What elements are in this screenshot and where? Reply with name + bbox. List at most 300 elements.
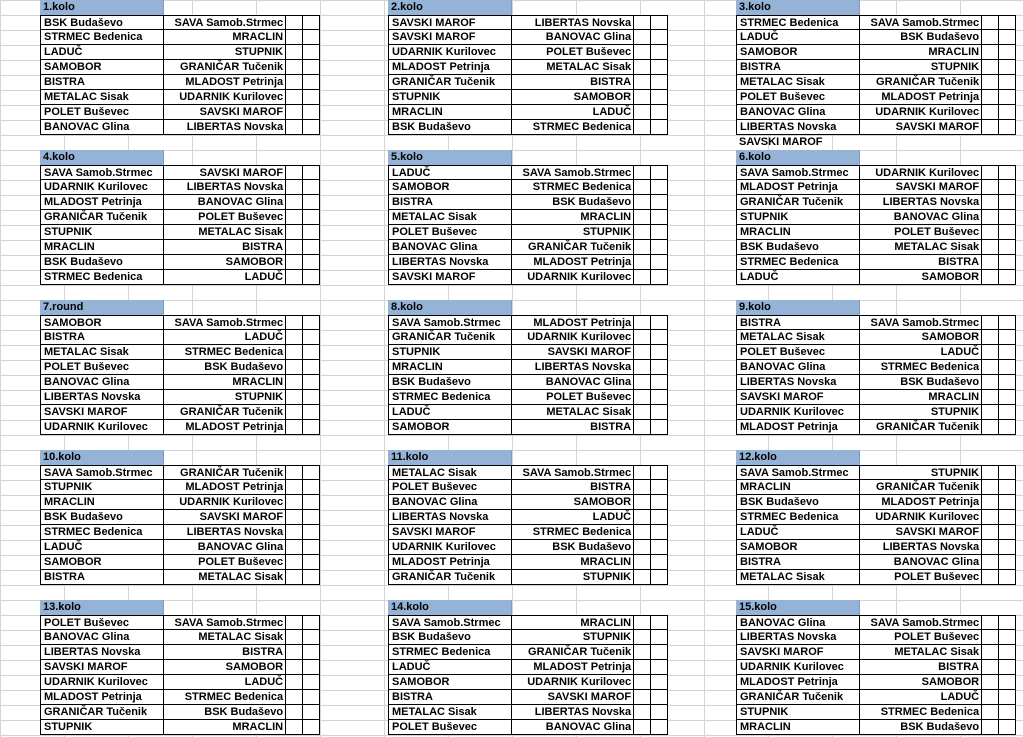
away-team-cell[interactable]: SAMOBOR bbox=[164, 255, 287, 270]
away-team-cell[interactable]: STUPNIK bbox=[512, 630, 635, 645]
away-team-cell[interactable]: MRACLIN bbox=[860, 390, 983, 405]
away-score-cell[interactable] bbox=[303, 90, 320, 105]
home-score-cell[interactable] bbox=[982, 570, 999, 585]
away-team-cell[interactable]: BANOVAC Glina bbox=[512, 720, 635, 735]
away-score-cell[interactable] bbox=[303, 120, 320, 135]
header-spacer[interactable] bbox=[512, 450, 635, 465]
home-score-cell[interactable] bbox=[982, 165, 999, 180]
away-team-cell[interactable]: BISTRA bbox=[860, 660, 983, 675]
home-team-cell[interactable]: BANOVAC Glina bbox=[388, 240, 512, 255]
away-team-cell[interactable]: GRANIČAR Tučenik bbox=[164, 60, 287, 75]
away-score-cell[interactable] bbox=[651, 630, 668, 645]
away-score-cell[interactable] bbox=[651, 465, 668, 480]
home-score-cell[interactable] bbox=[982, 465, 999, 480]
away-score-cell[interactable] bbox=[651, 45, 668, 60]
home-team-cell[interactable]: LADUČ bbox=[40, 45, 164, 60]
home-team-cell[interactable]: MRACLIN bbox=[40, 240, 164, 255]
away-score-cell[interactable] bbox=[651, 120, 668, 135]
round-title[interactable]: 1.kolo bbox=[40, 0, 164, 15]
home-score-cell[interactable] bbox=[634, 510, 651, 525]
away-score-cell[interactable] bbox=[999, 30, 1016, 45]
home-score-cell[interactable] bbox=[634, 630, 651, 645]
home-team-cell[interactable]: STUPNIK bbox=[388, 345, 512, 360]
home-score-cell[interactable] bbox=[634, 15, 651, 30]
away-team-cell[interactable]: BISTRA bbox=[512, 75, 635, 90]
away-team-cell[interactable]: SAVSKI MAROF bbox=[860, 180, 983, 195]
home-score-cell[interactable] bbox=[634, 525, 651, 540]
away-score-cell[interactable] bbox=[999, 495, 1016, 510]
home-score-cell[interactable] bbox=[286, 630, 303, 645]
away-team-cell[interactable]: GRANIČAR Tučenik bbox=[164, 405, 287, 420]
away-score-cell[interactable] bbox=[999, 240, 1016, 255]
home-team-cell[interactable]: POLET Buševec bbox=[40, 105, 164, 120]
home-team-cell[interactable]: MLADOST Petrinja bbox=[388, 555, 512, 570]
away-score-cell[interactable] bbox=[303, 660, 320, 675]
header-spacer[interactable] bbox=[512, 600, 635, 615]
home-team-cell[interactable]: LADUČ bbox=[388, 660, 512, 675]
away-score-cell[interactable] bbox=[651, 405, 668, 420]
home-score-cell[interactable] bbox=[982, 225, 999, 240]
home-score-cell[interactable] bbox=[982, 30, 999, 45]
away-score-cell[interactable] bbox=[999, 120, 1016, 135]
away-team-cell[interactable]: LADUČ bbox=[164, 270, 287, 285]
round-title[interactable]: 10.kolo bbox=[40, 450, 164, 465]
home-score-cell[interactable] bbox=[286, 120, 303, 135]
away-team-cell[interactable]: METALAC Sisak bbox=[860, 645, 983, 660]
home-score-cell[interactable] bbox=[286, 615, 303, 630]
home-score-cell[interactable] bbox=[982, 690, 999, 705]
away-team-cell[interactable]: SAMOBOR bbox=[860, 675, 983, 690]
away-score-cell[interactable] bbox=[999, 420, 1016, 435]
away-score-cell[interactable] bbox=[651, 60, 668, 75]
home-score-cell[interactable] bbox=[634, 555, 651, 570]
away-score-cell[interactable] bbox=[651, 495, 668, 510]
home-score-cell[interactable] bbox=[634, 660, 651, 675]
away-team-cell[interactable]: STRMEC Bedenica bbox=[860, 705, 983, 720]
home-score-cell[interactable] bbox=[286, 420, 303, 435]
home-score-cell[interactable] bbox=[982, 210, 999, 225]
home-score-cell[interactable] bbox=[634, 30, 651, 45]
away-team-cell[interactable]: LADUČ bbox=[512, 510, 635, 525]
home-score-cell[interactable] bbox=[286, 660, 303, 675]
away-score-cell[interactable] bbox=[999, 75, 1016, 90]
away-score-cell[interactable] bbox=[651, 360, 668, 375]
home-score-cell[interactable] bbox=[982, 120, 999, 135]
away-score-cell[interactable] bbox=[303, 690, 320, 705]
away-score-cell[interactable] bbox=[999, 720, 1016, 735]
away-team-cell[interactable]: LADUČ bbox=[512, 105, 635, 120]
away-team-cell[interactable]: STUPNIK bbox=[164, 390, 287, 405]
home-score-cell[interactable] bbox=[286, 90, 303, 105]
away-score-cell[interactable] bbox=[303, 720, 320, 735]
header-spacer[interactable] bbox=[164, 150, 287, 165]
home-team-cell[interactable]: BISTRA bbox=[40, 330, 164, 345]
away-team-cell[interactable]: METALAC Sisak bbox=[512, 60, 635, 75]
away-team-cell[interactable]: MRACLIN bbox=[164, 30, 287, 45]
home-score-cell[interactable] bbox=[286, 510, 303, 525]
home-team-cell[interactable]: METALAC Sisak bbox=[388, 210, 512, 225]
away-team-cell[interactable]: STUPNIK bbox=[164, 45, 287, 60]
home-score-cell[interactable] bbox=[634, 465, 651, 480]
home-team-cell[interactable]: BSK Budaševo bbox=[388, 630, 512, 645]
home-team-cell[interactable]: GRANIČAR Tučenik bbox=[40, 705, 164, 720]
home-score-cell[interactable] bbox=[286, 375, 303, 390]
home-team-cell[interactable]: SAVSKI MAROF bbox=[388, 270, 512, 285]
home-team-cell[interactable]: LIBERTAS Novska bbox=[736, 375, 860, 390]
away-team-cell[interactable]: BANOVAC Glina bbox=[164, 540, 287, 555]
away-team-cell[interactable]: GRANIČAR Tučenik bbox=[512, 645, 635, 660]
away-score-cell[interactable] bbox=[651, 420, 668, 435]
home-score-cell[interactable] bbox=[286, 315, 303, 330]
away-team-cell[interactable]: MRACLIN bbox=[512, 555, 635, 570]
home-team-cell[interactable]: MRACLIN bbox=[388, 360, 512, 375]
away-score-cell[interactable] bbox=[999, 15, 1016, 30]
home-score-cell[interactable] bbox=[634, 240, 651, 255]
away-team-cell[interactable]: STUPNIK bbox=[860, 60, 983, 75]
header-spacer[interactable] bbox=[512, 150, 635, 165]
away-team-cell[interactable]: POLET Buševec bbox=[164, 555, 287, 570]
home-score-cell[interactable] bbox=[286, 180, 303, 195]
away-score-cell[interactable] bbox=[303, 495, 320, 510]
home-score-cell[interactable] bbox=[286, 330, 303, 345]
away-team-cell[interactable]: SAVA Samob.Strmec bbox=[164, 15, 287, 30]
away-team-cell[interactable]: MRACLIN bbox=[512, 210, 635, 225]
home-team-cell[interactable]: UDARNIK Kurilovec bbox=[388, 540, 512, 555]
home-score-cell[interactable] bbox=[286, 165, 303, 180]
away-team-cell[interactable]: UDARNIK Kurilovec bbox=[512, 675, 635, 690]
bye-team-note[interactable]: SAVSKI MAROF bbox=[739, 136, 823, 148]
home-score-cell[interactable] bbox=[286, 225, 303, 240]
away-score-cell[interactable] bbox=[651, 165, 668, 180]
home-team-cell[interactable]: SAMOBOR bbox=[388, 420, 512, 435]
away-score-cell[interactable] bbox=[999, 330, 1016, 345]
home-score-cell[interactable] bbox=[982, 105, 999, 120]
away-score-cell[interactable] bbox=[303, 210, 320, 225]
home-score-cell[interactable] bbox=[634, 570, 651, 585]
away-score-cell[interactable] bbox=[999, 630, 1016, 645]
away-team-cell[interactable]: GRANIČAR Tučenik bbox=[164, 465, 287, 480]
home-team-cell[interactable]: POLET Buševec bbox=[388, 480, 512, 495]
away-score-cell[interactable] bbox=[999, 405, 1016, 420]
home-team-cell[interactable]: SAMOBOR bbox=[388, 675, 512, 690]
home-team-cell[interactable]: LADUČ bbox=[388, 165, 512, 180]
home-team-cell[interactable]: BANOVAC Glina bbox=[736, 360, 860, 375]
away-score-cell[interactable] bbox=[303, 630, 320, 645]
away-score-cell[interactable] bbox=[651, 270, 668, 285]
home-team-cell[interactable]: GRANIČAR Tučenik bbox=[736, 690, 860, 705]
home-score-cell[interactable] bbox=[286, 270, 303, 285]
home-score-cell[interactable] bbox=[286, 720, 303, 735]
away-team-cell[interactable]: SAVSKI MAROF bbox=[164, 510, 287, 525]
away-score-cell[interactable] bbox=[999, 90, 1016, 105]
home-team-cell[interactable]: MRACLIN bbox=[736, 480, 860, 495]
home-team-cell[interactable]: BANOVAC Glina bbox=[40, 120, 164, 135]
away-team-cell[interactable]: BISTRA bbox=[512, 420, 635, 435]
header-spacer[interactable] bbox=[860, 0, 983, 15]
home-score-cell[interactable] bbox=[982, 390, 999, 405]
away-score-cell[interactable] bbox=[303, 315, 320, 330]
home-score-cell[interactable] bbox=[286, 390, 303, 405]
home-team-cell[interactable]: GRANIČAR Tučenik bbox=[736, 195, 860, 210]
away-score-cell[interactable] bbox=[651, 15, 668, 30]
away-score-cell[interactable] bbox=[999, 705, 1016, 720]
home-team-cell[interactable]: METALAC Sisak bbox=[736, 75, 860, 90]
home-score-cell[interactable] bbox=[634, 420, 651, 435]
home-team-cell[interactable]: UDARNIK Kurilovec bbox=[736, 405, 860, 420]
home-team-cell[interactable]: SAVSKI MAROF bbox=[40, 405, 164, 420]
away-score-cell[interactable] bbox=[651, 225, 668, 240]
round-title[interactable]: 8.kolo bbox=[388, 300, 512, 315]
away-score-cell[interactable] bbox=[303, 225, 320, 240]
home-score-cell[interactable] bbox=[286, 405, 303, 420]
away-score-cell[interactable] bbox=[999, 375, 1016, 390]
home-team-cell[interactable]: STRMEC Bedenica bbox=[736, 510, 860, 525]
home-team-cell[interactable]: BISTRA bbox=[736, 60, 860, 75]
home-team-cell[interactable]: STUPNIK bbox=[736, 705, 860, 720]
home-team-cell[interactable]: LADUČ bbox=[736, 30, 860, 45]
away-team-cell[interactable]: SAMOBOR bbox=[860, 330, 983, 345]
away-score-cell[interactable] bbox=[999, 690, 1016, 705]
home-team-cell[interactable]: BISTRA bbox=[40, 570, 164, 585]
header-spacer[interactable] bbox=[512, 300, 635, 315]
home-score-cell[interactable] bbox=[634, 540, 651, 555]
home-team-cell[interactable]: SAMOBOR bbox=[40, 555, 164, 570]
home-team-cell[interactable]: BSK Budaševo bbox=[40, 510, 164, 525]
away-score-cell[interactable] bbox=[303, 675, 320, 690]
home-score-cell[interactable] bbox=[982, 720, 999, 735]
away-score-cell[interactable] bbox=[303, 540, 320, 555]
header-spacer[interactable] bbox=[164, 0, 287, 15]
home-team-cell[interactable]: SAVSKI MAROF bbox=[736, 645, 860, 660]
away-team-cell[interactable]: LIBERTAS Novska bbox=[164, 525, 287, 540]
away-team-cell[interactable]: BISTRA bbox=[860, 255, 983, 270]
home-team-cell[interactable]: BANOVAC Glina bbox=[40, 375, 164, 390]
away-score-cell[interactable] bbox=[303, 360, 320, 375]
home-score-cell[interactable] bbox=[634, 105, 651, 120]
away-score-cell[interactable] bbox=[651, 240, 668, 255]
home-team-cell[interactable]: SAVA Samob.Strmec bbox=[40, 465, 164, 480]
away-score-cell[interactable] bbox=[651, 570, 668, 585]
home-score-cell[interactable] bbox=[982, 45, 999, 60]
home-score-cell[interactable] bbox=[286, 15, 303, 30]
away-team-cell[interactable]: BSK Budaševo bbox=[512, 540, 635, 555]
away-team-cell[interactable]: SAVA Samob.Strmec bbox=[860, 15, 983, 30]
home-score-cell[interactable] bbox=[982, 360, 999, 375]
home-team-cell[interactable]: SAVSKI MAROF bbox=[388, 15, 512, 30]
home-team-cell[interactable]: STUPNIK bbox=[40, 225, 164, 240]
home-score-cell[interactable] bbox=[982, 645, 999, 660]
away-score-cell[interactable] bbox=[999, 510, 1016, 525]
home-score-cell[interactable] bbox=[634, 165, 651, 180]
round-title[interactable]: 7.round bbox=[40, 300, 164, 315]
away-team-cell[interactable]: MLADOST Petrinja bbox=[860, 90, 983, 105]
home-team-cell[interactable]: LADUČ bbox=[40, 540, 164, 555]
home-score-cell[interactable] bbox=[286, 555, 303, 570]
away-team-cell[interactable]: STUPNIK bbox=[860, 405, 983, 420]
away-score-cell[interactable] bbox=[999, 60, 1016, 75]
home-team-cell[interactable]: MRACLIN bbox=[736, 225, 860, 240]
away-score-cell[interactable] bbox=[999, 555, 1016, 570]
home-team-cell[interactable]: SAVA Samob.Strmec bbox=[388, 615, 512, 630]
home-score-cell[interactable] bbox=[634, 330, 651, 345]
home-team-cell[interactable]: SAVA Samob.Strmec bbox=[736, 465, 860, 480]
home-score-cell[interactable] bbox=[982, 405, 999, 420]
home-team-cell[interactable]: LIBERTAS Novska bbox=[40, 390, 164, 405]
away-score-cell[interactable] bbox=[651, 540, 668, 555]
away-score-cell[interactable] bbox=[999, 345, 1016, 360]
away-team-cell[interactable]: MLADOST Petrinja bbox=[512, 660, 635, 675]
home-score-cell[interactable] bbox=[982, 675, 999, 690]
away-team-cell[interactable]: LIBERTAS Novska bbox=[860, 195, 983, 210]
home-team-cell[interactable]: SAVSKI MAROF bbox=[736, 390, 860, 405]
home-score-cell[interactable] bbox=[982, 705, 999, 720]
home-team-cell[interactable]: BSK Budaševo bbox=[736, 495, 860, 510]
home-team-cell[interactable]: STRMEC Bedenica bbox=[40, 270, 164, 285]
away-team-cell[interactable]: MRACLIN bbox=[512, 615, 635, 630]
away-team-cell[interactable]: MRACLIN bbox=[860, 45, 983, 60]
away-team-cell[interactable]: SAMOBOR bbox=[164, 660, 287, 675]
away-team-cell[interactable]: SAMOBOR bbox=[512, 90, 635, 105]
home-score-cell[interactable] bbox=[634, 90, 651, 105]
home-score-cell[interactable] bbox=[634, 345, 651, 360]
away-team-cell[interactable]: GRANIČAR Tučenik bbox=[860, 75, 983, 90]
away-score-cell[interactable] bbox=[999, 390, 1016, 405]
away-score-cell[interactable] bbox=[303, 60, 320, 75]
home-team-cell[interactable]: GRANIČAR Tučenik bbox=[40, 210, 164, 225]
home-score-cell[interactable] bbox=[286, 525, 303, 540]
away-team-cell[interactable]: STRMEC Bedenica bbox=[164, 690, 287, 705]
home-team-cell[interactable]: SAVSKI MAROF bbox=[388, 525, 512, 540]
home-team-cell[interactable]: BSK Budaševo bbox=[40, 15, 164, 30]
home-score-cell[interactable] bbox=[982, 420, 999, 435]
away-team-cell[interactable]: BSK Budaševo bbox=[512, 195, 635, 210]
away-team-cell[interactable]: BSK Budaševo bbox=[860, 375, 983, 390]
away-team-cell[interactable]: POLET Buševec bbox=[512, 45, 635, 60]
home-team-cell[interactable]: MLADOST Petrinja bbox=[736, 180, 860, 195]
away-score-cell[interactable] bbox=[999, 615, 1016, 630]
away-score-cell[interactable] bbox=[999, 270, 1016, 285]
away-team-cell[interactable]: SAVSKI MAROF bbox=[860, 525, 983, 540]
home-team-cell[interactable]: METALAC Sisak bbox=[736, 570, 860, 585]
away-score-cell[interactable] bbox=[303, 525, 320, 540]
away-team-cell[interactable]: SAVA Samob.Strmec bbox=[164, 615, 287, 630]
away-team-cell[interactable]: LADUČ bbox=[164, 675, 287, 690]
home-team-cell[interactable]: GRANIČAR Tučenik bbox=[388, 570, 512, 585]
away-score-cell[interactable] bbox=[651, 720, 668, 735]
away-team-cell[interactable]: POLET Buševec bbox=[512, 390, 635, 405]
home-team-cell[interactable]: UDARNIK Kurilovec bbox=[40, 180, 164, 195]
home-team-cell[interactable]: SAMOBOR bbox=[736, 45, 860, 60]
home-team-cell[interactable]: MLADOST Petrinja bbox=[388, 60, 512, 75]
away-score-cell[interactable] bbox=[999, 465, 1016, 480]
away-score-cell[interactable] bbox=[651, 480, 668, 495]
home-score-cell[interactable] bbox=[286, 210, 303, 225]
away-score-cell[interactable] bbox=[651, 330, 668, 345]
home-team-cell[interactable]: SAVA Samob.Strmec bbox=[40, 165, 164, 180]
away-team-cell[interactable]: STRMEC Bedenica bbox=[860, 360, 983, 375]
away-team-cell[interactable]: UDARNIK Kurilovec bbox=[164, 495, 287, 510]
away-score-cell[interactable] bbox=[651, 90, 668, 105]
home-team-cell[interactable]: STRMEC Bedenica bbox=[736, 255, 860, 270]
home-score-cell[interactable] bbox=[634, 375, 651, 390]
away-team-cell[interactable]: BSK Budaševo bbox=[860, 30, 983, 45]
home-score-cell[interactable] bbox=[982, 255, 999, 270]
away-team-cell[interactable]: UDARNIK Kurilovec bbox=[860, 165, 983, 180]
home-team-cell[interactable]: BSK Budaševo bbox=[388, 120, 512, 135]
away-score-cell[interactable] bbox=[303, 375, 320, 390]
home-team-cell[interactable]: STUPNIK bbox=[40, 720, 164, 735]
away-score-cell[interactable] bbox=[999, 210, 1016, 225]
home-score-cell[interactable] bbox=[982, 495, 999, 510]
home-score-cell[interactable] bbox=[982, 270, 999, 285]
away-score-cell[interactable] bbox=[651, 615, 668, 630]
home-score-cell[interactable] bbox=[634, 180, 651, 195]
home-team-cell[interactable]: GRANIČAR Tučenik bbox=[388, 75, 512, 90]
home-team-cell[interactable]: METALAC Sisak bbox=[388, 705, 512, 720]
home-score-cell[interactable] bbox=[982, 240, 999, 255]
away-team-cell[interactable]: SAMOBOR bbox=[860, 270, 983, 285]
away-team-cell[interactable]: STUPNIK bbox=[512, 225, 635, 240]
home-team-cell[interactable]: LADUČ bbox=[388, 405, 512, 420]
header-spacer[interactable] bbox=[164, 600, 287, 615]
away-score-cell[interactable] bbox=[651, 675, 668, 690]
home-team-cell[interactable]: BANOVAC Glina bbox=[388, 495, 512, 510]
away-team-cell[interactable]: UDARNIK Kurilovec bbox=[860, 510, 983, 525]
home-score-cell[interactable] bbox=[982, 630, 999, 645]
away-team-cell[interactable]: SAVA Samob.Strmec bbox=[512, 165, 635, 180]
home-score-cell[interactable] bbox=[982, 660, 999, 675]
home-score-cell[interactable] bbox=[982, 330, 999, 345]
home-team-cell[interactable]: STRMEC Bedenica bbox=[388, 390, 512, 405]
away-team-cell[interactable]: LADUČ bbox=[164, 330, 287, 345]
home-score-cell[interactable] bbox=[286, 540, 303, 555]
away-score-cell[interactable] bbox=[651, 555, 668, 570]
home-team-cell[interactable]: POLET Buševec bbox=[388, 225, 512, 240]
away-team-cell[interactable]: LADUČ bbox=[860, 690, 983, 705]
away-team-cell[interactable]: BISTRA bbox=[164, 645, 287, 660]
home-team-cell[interactable]: LIBERTAS Novska bbox=[736, 630, 860, 645]
away-score-cell[interactable] bbox=[651, 525, 668, 540]
away-score-cell[interactable] bbox=[999, 225, 1016, 240]
home-score-cell[interactable] bbox=[634, 45, 651, 60]
away-team-cell[interactable]: METALAC Sisak bbox=[164, 630, 287, 645]
home-score-cell[interactable] bbox=[634, 480, 651, 495]
home-score-cell[interactable] bbox=[634, 705, 651, 720]
away-score-cell[interactable] bbox=[999, 360, 1016, 375]
away-team-cell[interactable]: UDARNIK Kurilovec bbox=[164, 90, 287, 105]
home-score-cell[interactable] bbox=[286, 570, 303, 585]
home-score-cell[interactable] bbox=[286, 495, 303, 510]
away-score-cell[interactable] bbox=[651, 195, 668, 210]
home-score-cell[interactable] bbox=[634, 210, 651, 225]
away-team-cell[interactable]: STRMEC Bedenica bbox=[512, 525, 635, 540]
away-score-cell[interactable] bbox=[303, 465, 320, 480]
round-title[interactable]: 15.kolo bbox=[736, 600, 860, 615]
home-team-cell[interactable]: BISTRA bbox=[40, 75, 164, 90]
home-score-cell[interactable] bbox=[982, 525, 999, 540]
away-team-cell[interactable]: STUPNIK bbox=[512, 570, 635, 585]
away-score-cell[interactable] bbox=[303, 345, 320, 360]
round-title[interactable]: 14.kolo bbox=[388, 600, 512, 615]
home-team-cell[interactable]: SAMOBOR bbox=[736, 540, 860, 555]
home-team-cell[interactable]: BISTRA bbox=[388, 690, 512, 705]
home-score-cell[interactable] bbox=[286, 480, 303, 495]
away-team-cell[interactable]: SAVSKI MAROF bbox=[164, 105, 287, 120]
away-team-cell[interactable]: BISTRA bbox=[164, 240, 287, 255]
home-score-cell[interactable] bbox=[634, 360, 651, 375]
home-team-cell[interactable]: SAVSKI MAROF bbox=[40, 660, 164, 675]
away-team-cell[interactable]: METALAC Sisak bbox=[164, 570, 287, 585]
